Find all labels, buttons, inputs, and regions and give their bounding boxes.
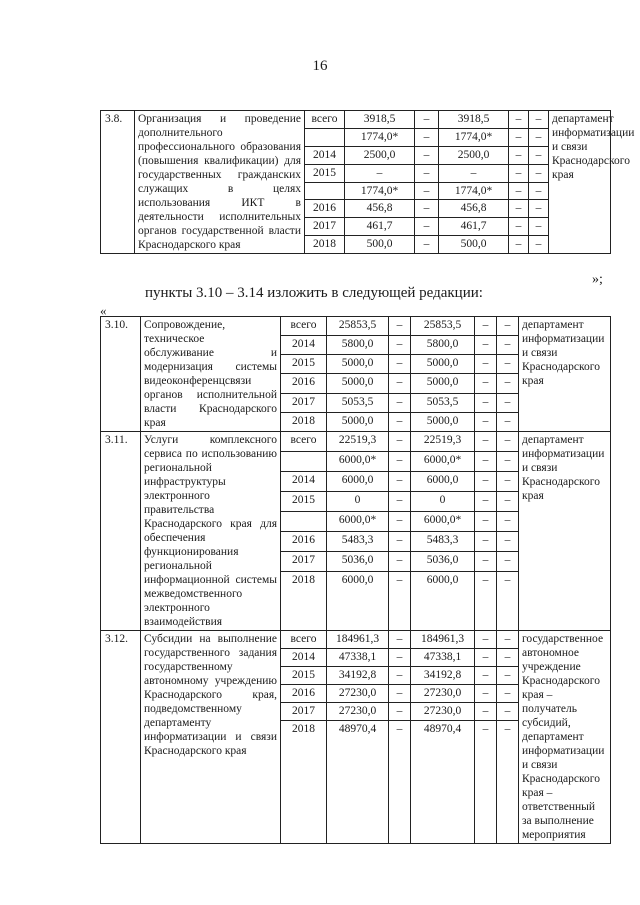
- local-cell: –: [475, 512, 497, 532]
- year-cell: 2017: [281, 393, 327, 412]
- regional-cell: 5000,0: [411, 374, 475, 393]
- local-cell: –: [475, 452, 497, 472]
- regional-cell: 1774,0*: [439, 128, 509, 146]
- year-cell: 2017: [281, 552, 327, 572]
- federal-cell: –: [415, 111, 439, 129]
- federal-cell: –: [389, 512, 411, 532]
- regional-cell: 22519,3: [411, 432, 475, 452]
- local-cell: –: [509, 218, 529, 236]
- total-cell: 184961,3: [327, 631, 389, 649]
- regional-cell: –: [439, 164, 509, 182]
- local-cell: –: [475, 572, 497, 631]
- measure-name: Сопровождение, техническое обслуживание и модернизация системы видеоконференцсвязи органов исполнительной власти Краснодарского края: [141, 317, 281, 432]
- local-cell: –: [475, 649, 497, 667]
- year-cell: всего: [281, 631, 327, 649]
- federal-cell: –: [389, 472, 411, 492]
- total-cell: 1774,0*: [345, 128, 415, 146]
- total-cell: 6000,0: [327, 472, 389, 492]
- total-cell: 48970,4: [327, 721, 389, 844]
- total-cell: 461,7: [345, 218, 415, 236]
- regional-cell: 5053,5: [411, 393, 475, 412]
- local-cell: –: [509, 164, 529, 182]
- local-cell: –: [475, 472, 497, 492]
- federal-cell: –: [389, 721, 411, 844]
- regional-cell: 0: [411, 492, 475, 512]
- year-cell: 2016: [281, 532, 327, 552]
- year-cell: [281, 452, 327, 472]
- total-cell: 2500,0: [345, 146, 415, 164]
- year-cell: [305, 182, 345, 200]
- table-row: [101, 111, 611, 129]
- total-cell: 34192,8: [327, 667, 389, 685]
- total-cell: 0: [327, 492, 389, 512]
- other-cell: –: [497, 412, 519, 431]
- total-cell: 5053,5: [327, 393, 389, 412]
- other-cell: –: [497, 703, 519, 721]
- local-cell: –: [475, 432, 497, 452]
- amendment-instruction: пункты 3.10 – 3.14 изложить в следующей редакции:: [145, 285, 483, 301]
- year-cell: 2014: [281, 336, 327, 355]
- other-cell: –: [529, 164, 549, 182]
- federal-cell: –: [389, 703, 411, 721]
- other-cell: –: [497, 631, 519, 649]
- year-cell: 2015: [281, 667, 327, 685]
- other-cell: –: [529, 236, 549, 254]
- year-cell: 2015: [281, 492, 327, 512]
- total-cell: 5000,0: [327, 412, 389, 431]
- year-cell: 2017: [281, 703, 327, 721]
- other-cell: –: [529, 146, 549, 164]
- federal-cell: –: [389, 374, 411, 393]
- total-cell: 5000,0: [327, 374, 389, 393]
- year-cell: 2016: [281, 685, 327, 703]
- row-number: 3.8.: [101, 111, 135, 254]
- local-cell: –: [509, 182, 529, 200]
- other-cell: –: [497, 685, 519, 703]
- year-cell: 2017: [305, 218, 345, 236]
- year-cell: 2014: [305, 146, 345, 164]
- federal-cell: –: [389, 572, 411, 631]
- year-cell: [281, 512, 327, 532]
- federal-cell: –: [389, 492, 411, 512]
- regional-cell: 27230,0: [411, 685, 475, 703]
- total-cell: 5036,0: [327, 552, 389, 572]
- regional-cell: 27230,0: [411, 703, 475, 721]
- regional-cell: 25853,5: [411, 317, 475, 336]
- total-cell: 6000,0: [327, 572, 389, 631]
- federal-cell: –: [389, 336, 411, 355]
- other-cell: –: [529, 128, 549, 146]
- regional-cell: 1774,0*: [439, 182, 509, 200]
- total-cell: –: [345, 164, 415, 182]
- federal-cell: –: [415, 218, 439, 236]
- local-cell: –: [475, 685, 497, 703]
- regional-cell: 6000,0*: [411, 512, 475, 532]
- regional-cell: 6000,0: [411, 572, 475, 631]
- row-number: 3.10.: [101, 317, 141, 432]
- other-cell: –: [529, 111, 549, 129]
- local-cell: –: [475, 667, 497, 685]
- local-cell: –: [509, 236, 529, 254]
- total-cell: 3918,5: [345, 111, 415, 129]
- local-cell: –: [475, 336, 497, 355]
- year-cell: [305, 128, 345, 146]
- measure-name: Услуги комплексного сервиса по использованию региональной инфраструктуры электронного правительства Краснодарского края для обеспечения функционирования региональной информационной системы межведомственного электронного взаимодействия: [141, 432, 281, 631]
- regional-cell: 2500,0: [439, 146, 509, 164]
- regional-cell: 456,8: [439, 200, 509, 218]
- other-cell: –: [497, 472, 519, 492]
- federal-cell: –: [389, 452, 411, 472]
- federal-cell: –: [415, 236, 439, 254]
- other-cell: –: [497, 336, 519, 355]
- regional-cell: 3918,5: [439, 111, 509, 129]
- program-table-top: [100, 110, 635, 254]
- total-cell: 5800,0: [327, 336, 389, 355]
- year-cell: всего: [281, 317, 327, 336]
- year-cell: 2016: [281, 374, 327, 393]
- other-cell: –: [497, 452, 519, 472]
- year-cell: всего: [305, 111, 345, 129]
- total-cell: 5000,0: [327, 355, 389, 374]
- executor: департамент информатизации и связи Краснодарского края: [519, 432, 611, 631]
- regional-cell: 47338,1: [411, 649, 475, 667]
- regional-cell: 500,0: [439, 236, 509, 254]
- federal-cell: –: [389, 649, 411, 667]
- federal-cell: –: [415, 182, 439, 200]
- year-cell: 2016: [305, 200, 345, 218]
- other-cell: –: [529, 182, 549, 200]
- local-cell: –: [475, 412, 497, 431]
- total-cell: 6000,0*: [327, 512, 389, 532]
- table-row: [101, 317, 611, 336]
- table-row: [101, 432, 611, 452]
- federal-cell: –: [415, 146, 439, 164]
- other-cell: –: [529, 200, 549, 218]
- regional-cell: 6000,0*: [411, 452, 475, 472]
- year-cell: 2015: [281, 355, 327, 374]
- total-cell: 456,8: [345, 200, 415, 218]
- regional-cell: 461,7: [439, 218, 509, 236]
- other-cell: –: [497, 532, 519, 552]
- total-cell: 5483,3: [327, 532, 389, 552]
- other-cell: –: [497, 393, 519, 412]
- total-cell: 27230,0: [327, 703, 389, 721]
- year-cell: 2018: [305, 236, 345, 254]
- federal-cell: –: [389, 552, 411, 572]
- measure-name: Организация и проведение дополнительного профессионального образования (повышения квалификации) для государственных гражданских служащих в целях использования ИКТ в деятельности исполнительных органов государственной власти Краснодарского края: [135, 111, 305, 254]
- opening-quote: «: [100, 303, 107, 318]
- other-cell: –: [497, 317, 519, 336]
- federal-cell: –: [389, 393, 411, 412]
- regional-cell: 5000,0: [411, 355, 475, 374]
- total-cell: 6000,0*: [327, 452, 389, 472]
- other-cell: –: [497, 667, 519, 685]
- other-cell: –: [497, 512, 519, 532]
- federal-cell: –: [389, 432, 411, 452]
- total-cell: 22519,3: [327, 432, 389, 452]
- federal-cell: –: [389, 631, 411, 649]
- local-cell: –: [475, 703, 497, 721]
- regional-cell: 5000,0: [411, 412, 475, 431]
- local-cell: –: [475, 355, 497, 374]
- year-cell: 2014: [281, 472, 327, 492]
- federal-cell: –: [389, 355, 411, 374]
- year-cell: 2018: [281, 572, 327, 631]
- local-cell: –: [475, 317, 497, 336]
- federal-cell: –: [415, 200, 439, 218]
- regional-cell: 5800,0: [411, 336, 475, 355]
- regional-cell: 48970,4: [411, 721, 475, 844]
- other-cell: –: [497, 572, 519, 631]
- federal-cell: –: [415, 164, 439, 182]
- other-cell: –: [529, 218, 549, 236]
- executor: государственное автономное учреждение Краснодарского края – получатель субсидий, департамент информатизации и связи Краснодарского края – ответственный за выполнение мероприятия: [519, 631, 611, 844]
- regional-cell: 34192,8: [411, 667, 475, 685]
- other-cell: –: [497, 355, 519, 374]
- local-cell: –: [475, 721, 497, 844]
- total-cell: 27230,0: [327, 685, 389, 703]
- federal-cell: –: [389, 532, 411, 552]
- total-cell: 25853,5: [327, 317, 389, 336]
- other-cell: –: [497, 649, 519, 667]
- local-cell: –: [475, 532, 497, 552]
- federal-cell: –: [389, 685, 411, 703]
- closing-quote: »;: [592, 272, 603, 287]
- program-table-bottom: [100, 316, 611, 844]
- other-cell: –: [497, 374, 519, 393]
- local-cell: –: [509, 111, 529, 129]
- row-number: 3.11.: [101, 432, 141, 631]
- regional-cell: 184961,3: [411, 631, 475, 649]
- page-number: 16: [312, 58, 328, 74]
- local-cell: –: [475, 552, 497, 572]
- measure-name: Субсидии на выполнение государственного задания государственному автономному учреждению Краснодарского края, подведомственному департаменту информатизации и связи Краснодарского края: [141, 631, 281, 844]
- federal-cell: –: [415, 128, 439, 146]
- year-cell: всего: [281, 432, 327, 452]
- other-cell: –: [497, 432, 519, 452]
- row-number: 3.12.: [101, 631, 141, 844]
- local-cell: –: [475, 374, 497, 393]
- regional-cell: 5036,0: [411, 552, 475, 572]
- table-row: [101, 631, 611, 649]
- other-cell: –: [497, 552, 519, 572]
- regional-cell: 6000,0: [411, 472, 475, 492]
- federal-cell: –: [389, 412, 411, 431]
- local-cell: –: [475, 393, 497, 412]
- federal-cell: –: [389, 667, 411, 685]
- federal-cell: –: [389, 317, 411, 336]
- local-cell: –: [475, 631, 497, 649]
- local-cell: –: [509, 200, 529, 218]
- executor: департамент информатизации и связи Краснодарского края: [549, 111, 611, 254]
- year-cell: 2014: [281, 649, 327, 667]
- year-cell: 2015: [305, 164, 345, 182]
- total-cell: 1774,0*: [345, 182, 415, 200]
- local-cell: –: [509, 146, 529, 164]
- regional-cell: 5483,3: [411, 532, 475, 552]
- local-cell: –: [475, 492, 497, 512]
- local-cell: –: [509, 128, 529, 146]
- year-cell: 2018: [281, 412, 327, 431]
- executor: департамент информатизации и связи Краснодарского края: [519, 317, 611, 432]
- total-cell: 47338,1: [327, 649, 389, 667]
- year-cell: 2018: [281, 721, 327, 844]
- other-cell: –: [497, 721, 519, 844]
- other-cell: –: [497, 492, 519, 512]
- total-cell: 500,0: [345, 236, 415, 254]
